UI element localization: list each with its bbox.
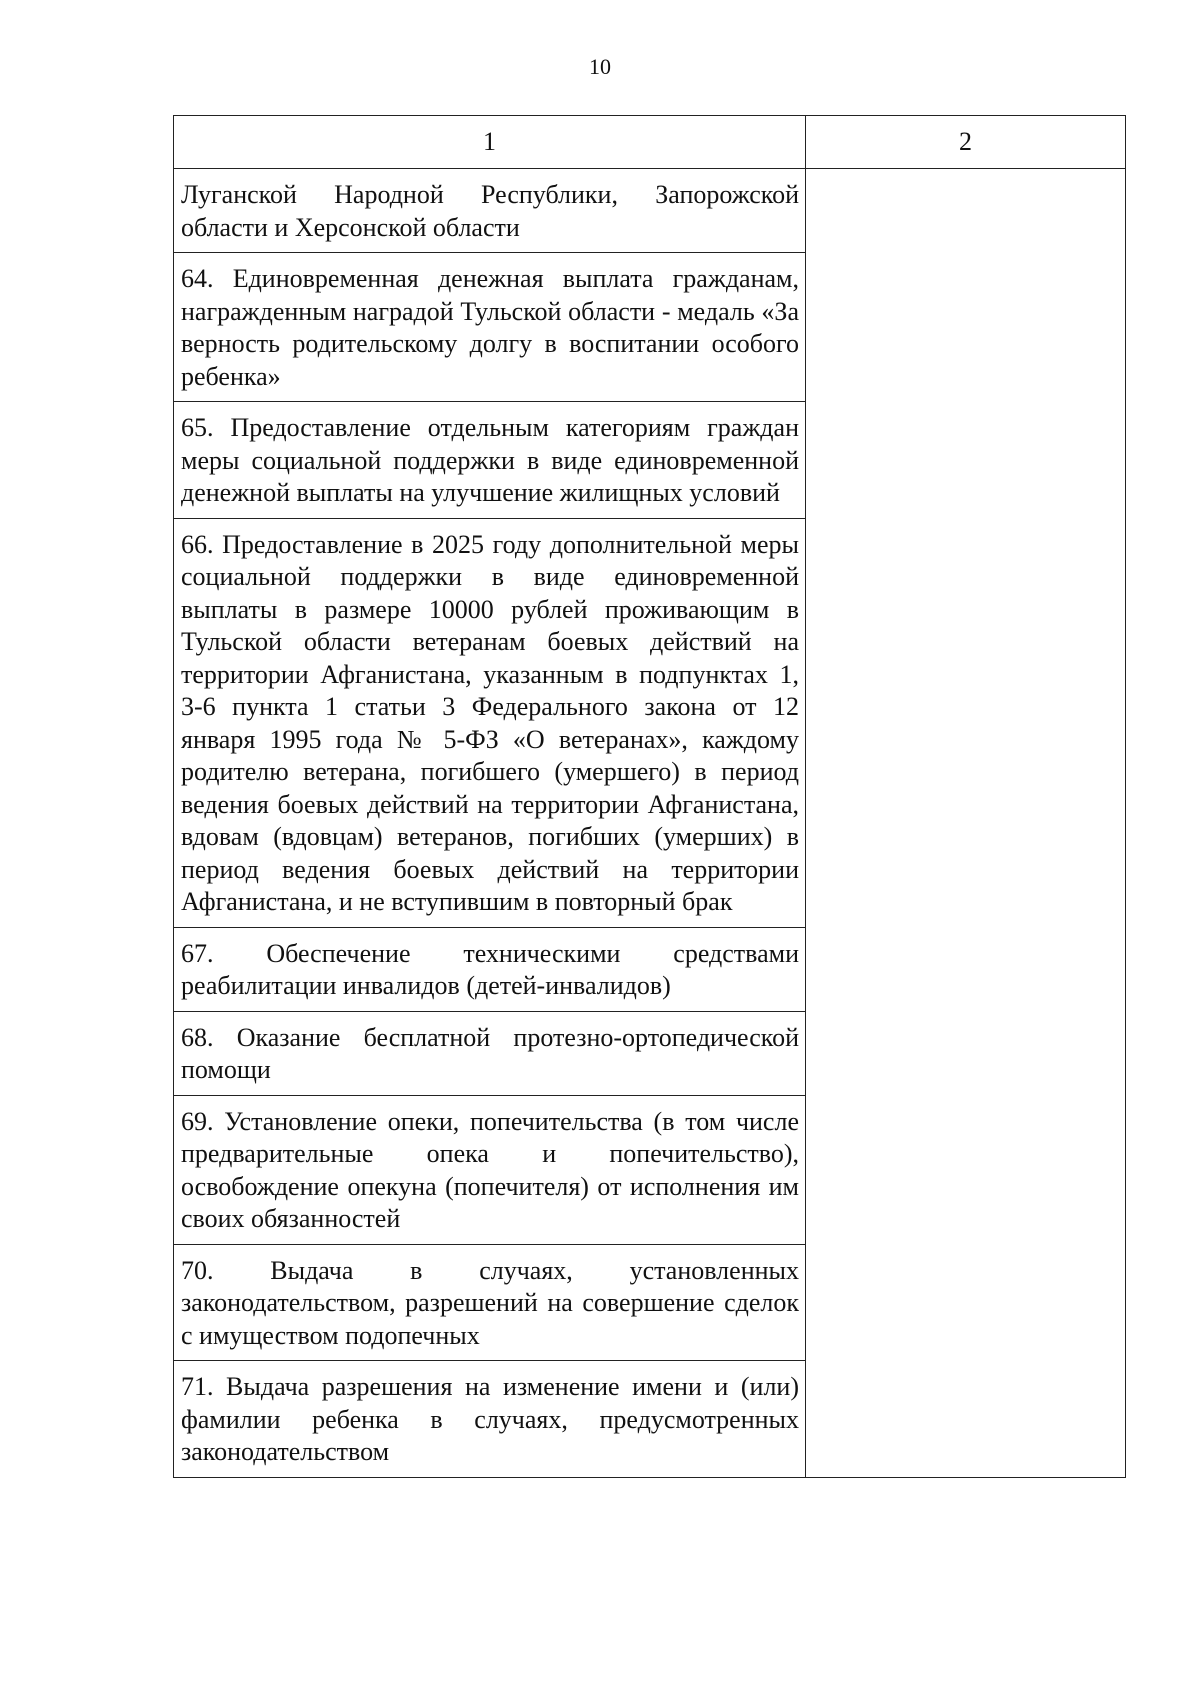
document-table [173, 115, 1126, 1478]
table-cell-item: 69. Установление опеки, попечительства (в том числе предварительные опека и попечительство), освобождение опекуна (попечителя) от исполнения им своих обязанностей [174, 1095, 806, 1244]
table-cell-item: Луганской Народной Республики, Запорожской области и Херсонской области [174, 169, 806, 253]
table-row [174, 169, 1126, 253]
table-cell-item: 67. Обеспечение техническими средствами реабилитации инвалидов (детей-инвалидов) [174, 927, 806, 1011]
table-cell-item: 64. Единовременная денежная выплата гражданам, награжденным наградой Тульской области - медаль «За верность родительскому долгу в воспитании особого ребенка» [174, 253, 806, 402]
column-header-1: 1 [174, 116, 806, 169]
table-cell-item: 65. Предоставление отдельным категориям граждан меры социальной поддержки в виде единовременной денежной выплаты на улучшение жилищных условий [174, 402, 806, 519]
table-cell-item: 68. Оказание бесплатной протезно-ортопедической помощи [174, 1011, 806, 1095]
page-number: 10 [589, 54, 611, 79]
table-header-row [174, 116, 1126, 169]
table-cell-column-2 [806, 169, 1126, 1478]
table-cell-item: 66. Предоставление в 2025 году дополнительной меры социальной поддержки в виде единовременной выплаты в размере 10000 рублей проживающим в Тульской области ветеранам боевых действий на территории Афганистана, указанным в подпунктах 1, 3-6 пункта 1 статьи 3 Федерального закона от 12 января 1995 года № 5-ФЗ «О ветеранах», каждому родителю ветерана, погибшего (умершего) в период ведения боевых действий на территории Афганистана, вдовам (вдовцам) ветеранов, погибших (умерших) в период ведения боевых действий на территории Афганистана, и не вступившим в повторный брак [174, 518, 806, 927]
column-header-2: 2 [806, 116, 1126, 169]
table-cell-item: 71. Выдача разрешения на изменение имени и (или) фамилии ребенка в случаях, предусмотренных законодательством [174, 1361, 806, 1478]
table-cell-item: 70. Выдача в случаях, установленных законодательством, разрешений на совершение сделок с имуществом подопечных [174, 1244, 806, 1361]
